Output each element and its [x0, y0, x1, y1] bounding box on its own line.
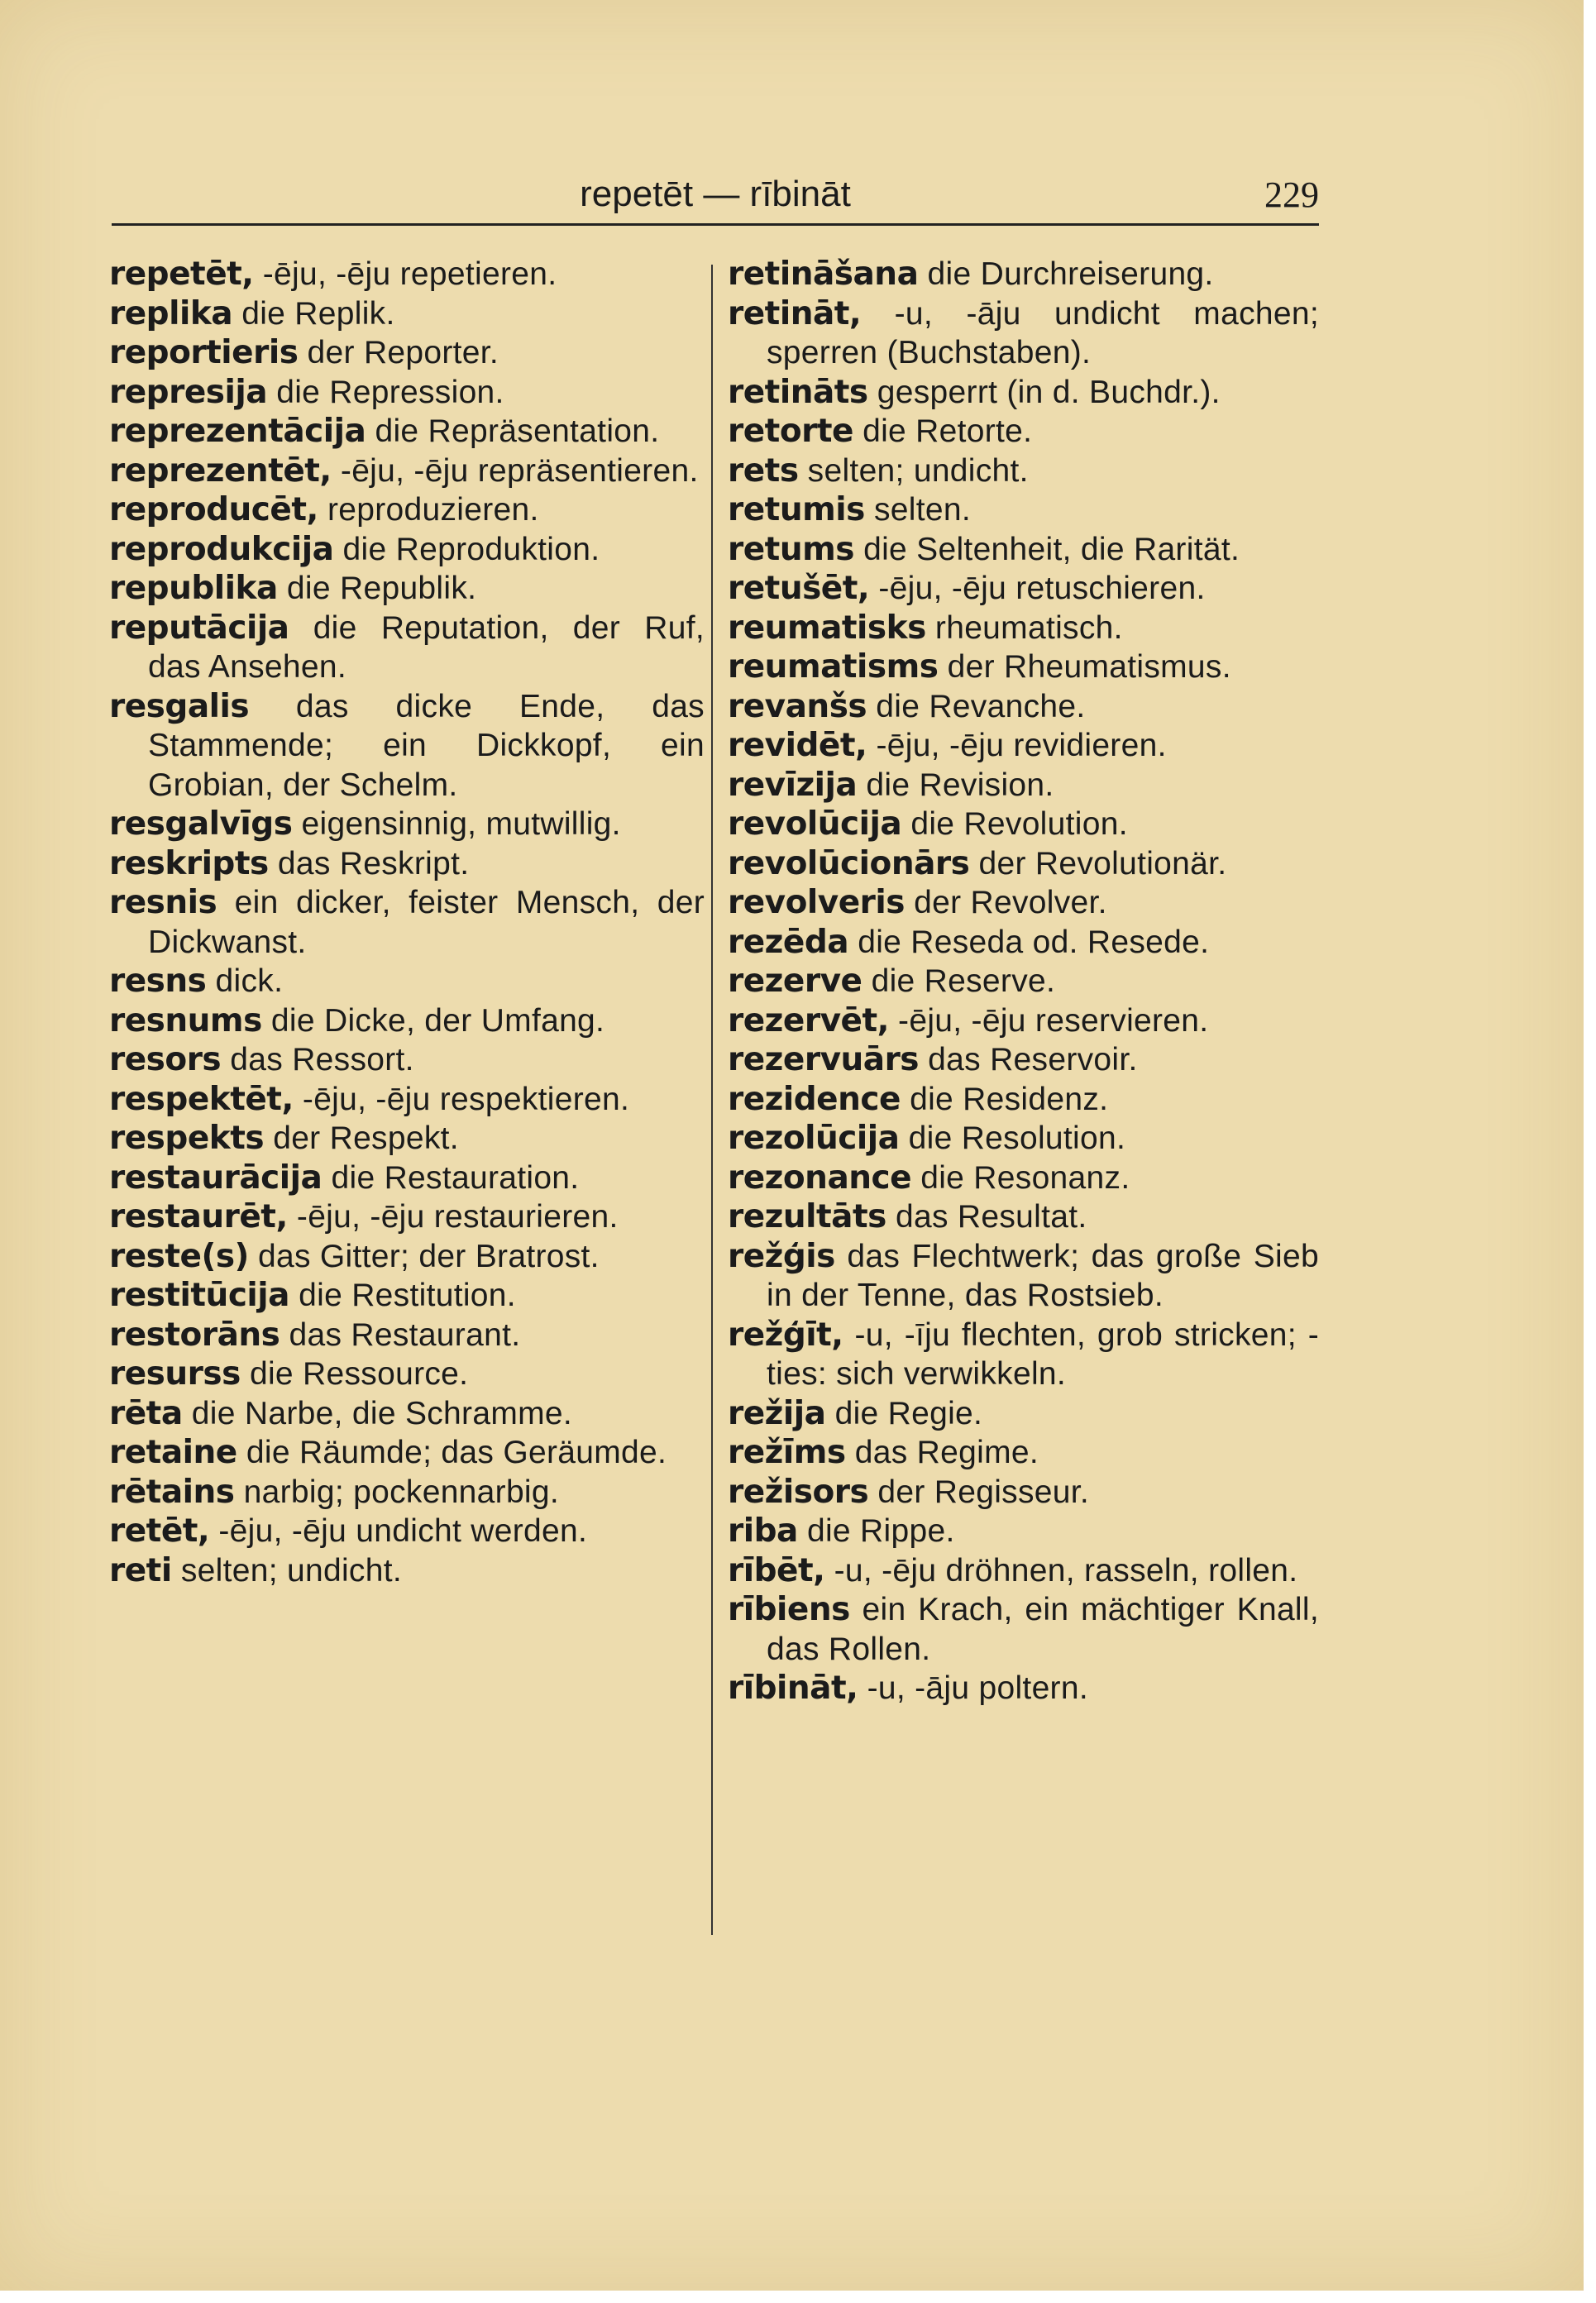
definition: das Restaurant. — [280, 1316, 521, 1353]
headword: restaurēt, — [109, 1198, 288, 1235]
entry — [109, 333, 705, 373]
headword: resnis — [109, 884, 217, 921]
entry — [728, 412, 1319, 452]
entry — [109, 530, 705, 570]
definition: der Reporter. — [298, 335, 499, 370]
entry — [728, 1197, 1319, 1237]
definition: -u, -īju flechten, grob stricken; -ties: sich verwikkeln. — [767, 1316, 1319, 1392]
headword: retušēt, — [728, 570, 870, 607]
headword: rezultāts — [728, 1198, 886, 1235]
definition: die Reputation, der Ruf, das Ansehen. — [148, 609, 705, 685]
definition: die Restitution. — [289, 1278, 516, 1313]
definition: eigensinnig, mutwillig. — [292, 806, 621, 842]
entry — [109, 294, 705, 334]
entry — [109, 1316, 705, 1355]
headword: resns — [109, 963, 207, 1000]
entry — [728, 1551, 1319, 1591]
definition: ein dicker, feister Mensch, der Dickwanst. — [148, 885, 705, 960]
header-title: repetēt — rībināt — [580, 174, 851, 214]
definition: die Reproduktion. — [333, 531, 600, 567]
entry — [728, 1080, 1319, 1120]
definition: die Revision. — [857, 767, 1054, 803]
definition: der Rheumatismus. — [938, 649, 1231, 685]
definition: -ēju, -ēju reservieren. — [888, 1002, 1209, 1039]
entry — [109, 1473, 705, 1512]
definition: reproduzieren. — [318, 492, 539, 528]
headword: resnums — [109, 1001, 262, 1039]
entry — [109, 1551, 705, 1591]
headword: rezonance — [728, 1159, 912, 1197]
headword: reskripts — [109, 844, 269, 882]
entry — [728, 609, 1319, 648]
definition: die Revanche. — [867, 688, 1086, 724]
headword: rībēt, — [728, 1551, 825, 1589]
entry — [728, 1040, 1319, 1080]
entry — [109, 687, 705, 805]
headword: riba — [728, 1512, 798, 1550]
right-column — [728, 255, 1319, 1708]
headword: rezerve — [728, 963, 863, 1000]
definition: das Reskript. — [268, 845, 470, 882]
running-header — [112, 174, 1319, 226]
left-column — [109, 255, 705, 1590]
definition: die Ressource. — [240, 1356, 469, 1392]
entry — [728, 1237, 1319, 1316]
definition: die Seltenheit, die Rarität. — [853, 531, 1240, 567]
entry — [109, 1159, 705, 1198]
definition: die Reserve. — [862, 963, 1056, 999]
headword: retināt, — [728, 294, 862, 332]
headword: reproducēt, — [109, 491, 318, 528]
headword: retēt, — [109, 1512, 210, 1550]
entry — [728, 569, 1319, 609]
headword: rētains — [109, 1473, 235, 1511]
headword: reti — [109, 1551, 172, 1589]
headword: restitūcija — [109, 1277, 289, 1314]
entry — [109, 1080, 705, 1120]
definition: -u, -āju undicht machen; sperren (Buchstaben). — [767, 295, 1319, 370]
entry — [728, 1316, 1319, 1394]
entry — [728, 1473, 1319, 1512]
entry — [109, 569, 705, 609]
entry — [728, 844, 1319, 884]
headword: reprodukcija — [109, 530, 334, 568]
entry — [728, 255, 1319, 294]
definition: -u, -ēju dröhnen, rasseln, rollen. — [824, 1552, 1298, 1589]
entry — [109, 490, 705, 530]
definition: selten; undicht. — [171, 1552, 402, 1589]
entry — [728, 923, 1319, 963]
headword: rets — [728, 452, 799, 490]
page-number: 229 — [1264, 174, 1319, 215]
entry — [728, 1159, 1319, 1198]
entry — [109, 1001, 705, 1041]
entry — [728, 687, 1319, 727]
headword: reportieris — [109, 334, 299, 371]
definition: die Repression. — [267, 374, 504, 410]
entry — [109, 883, 705, 962]
definition: -ēju, -ēju respektieren. — [293, 1081, 630, 1117]
entry — [109, 1512, 705, 1551]
definition: -ēju, -ēju undicht werden. — [209, 1513, 588, 1549]
definition: die Residenz. — [900, 1081, 1109, 1117]
headword: rībiens — [728, 1591, 850, 1628]
headword: revolūcionārs — [728, 844, 970, 882]
definition: rheumatisch. — [925, 609, 1123, 646]
definition: die Resolution. — [899, 1120, 1126, 1156]
entry — [728, 490, 1319, 530]
headword: retorte — [728, 413, 853, 450]
headword: retināts — [728, 373, 868, 411]
column-divider — [711, 265, 713, 1935]
headword: republika — [109, 570, 278, 607]
definition: die Reseda od. Resede. — [848, 924, 1210, 960]
headword: revidēt, — [728, 727, 867, 764]
definition: narbig; pockennarbig. — [234, 1474, 560, 1510]
headword: respektēt, — [109, 1080, 294, 1118]
entry — [109, 1119, 705, 1159]
entry — [728, 1590, 1319, 1669]
headword: režija — [728, 1394, 826, 1432]
entry — [109, 1394, 705, 1434]
entry — [728, 530, 1319, 570]
headword: resgalvīgs — [109, 805, 293, 843]
headword: reumatisms — [728, 648, 939, 686]
definition: -u, -āju poltern. — [858, 1670, 1088, 1706]
headword: respekts — [109, 1120, 265, 1157]
entry — [109, 1355, 705, 1394]
entry — [109, 1276, 705, 1316]
headword: režģis — [728, 1237, 835, 1275]
entry — [109, 844, 705, 884]
headword: revanšs — [728, 687, 867, 725]
headword: restaurācija — [109, 1159, 323, 1197]
headword: režīms — [728, 1434, 846, 1471]
headword: rībināt, — [728, 1670, 858, 1707]
entry — [109, 609, 705, 687]
definition: die Räumde; das Geräumde. — [237, 1435, 667, 1470]
definition: die Replik. — [232, 295, 395, 332]
definition: das Flechtwerk; das große Sieb in der Tenne, das Rostsieb. — [767, 1238, 1319, 1313]
headword: rezēda — [728, 923, 849, 961]
entry — [109, 1197, 705, 1237]
headword: resurss — [109, 1355, 241, 1393]
definition: das Resultat. — [886, 1199, 1087, 1235]
definition: ein Krach, ein mächtiger Knall, das Rollen. — [767, 1592, 1319, 1667]
definition: -ēju, -ēju revidieren. — [867, 728, 1167, 763]
definition: -ēju, -ēju restaurieren. — [287, 1199, 619, 1235]
entry — [109, 412, 705, 452]
entry — [728, 294, 1319, 373]
headword: režisors — [728, 1473, 869, 1511]
headword: resors — [109, 1041, 222, 1078]
definition: der Revolver. — [904, 885, 1107, 920]
definition: das dicke Ende, das Stammende; ein Dickkopf, ein Grobian, der Schelm. — [148, 688, 705, 803]
headword: rezidence — [728, 1080, 901, 1118]
definition: die Dicke, der Umfang. — [261, 1002, 605, 1039]
entry — [728, 1394, 1319, 1434]
definition: der Revolutionär. — [969, 845, 1227, 882]
definition: selten. — [864, 492, 971, 528]
entry — [728, 766, 1319, 805]
definition: die Retorte. — [853, 413, 1033, 449]
entry — [728, 373, 1319, 413]
entry — [109, 805, 705, 844]
headword: revolūcija — [728, 805, 902, 843]
entry — [109, 373, 705, 413]
definition: die Resonanz. — [911, 1159, 1130, 1196]
entry — [728, 452, 1319, 491]
headword: rezolūcija — [728, 1120, 900, 1157]
headword: reputācija — [109, 609, 289, 647]
headword: rezervēt, — [728, 1001, 889, 1039]
entry — [728, 962, 1319, 1001]
headword: resgalis — [109, 687, 250, 725]
entry — [728, 726, 1319, 766]
definition: die Durchreiserung. — [918, 256, 1214, 292]
definition: die Republik. — [277, 571, 477, 606]
headword: revīzija — [728, 766, 858, 804]
entry — [109, 962, 705, 1001]
definition: das Reservoir. — [919, 1042, 1138, 1077]
headword: reste(s) — [109, 1237, 249, 1275]
entry — [728, 1669, 1319, 1708]
headword: retums — [728, 530, 854, 568]
headword: repetēt, — [109, 256, 254, 293]
headword: rēta — [109, 1394, 183, 1432]
definition: die Regie. — [825, 1395, 983, 1431]
definition: die Repräsentation. — [366, 413, 660, 449]
definition: das Gitter; der Bratrost. — [248, 1238, 600, 1274]
definition: selten; undicht. — [798, 452, 1029, 489]
headword: replika — [109, 294, 233, 332]
entry — [109, 452, 705, 491]
definition: -ēju, -ēju repetieren. — [253, 256, 557, 292]
definition: dick. — [206, 963, 284, 999]
headword: reprezentācija — [109, 413, 366, 450]
entry — [109, 1433, 705, 1473]
definition: die Narbe, die Schramme. — [182, 1395, 573, 1431]
headword: revolveris — [728, 884, 905, 921]
definition: das Regime. — [845, 1435, 1039, 1470]
entry — [109, 1040, 705, 1080]
entry — [109, 255, 705, 294]
definition: das Ressort. — [221, 1042, 414, 1077]
entry — [728, 883, 1319, 923]
entry — [728, 647, 1319, 687]
headword: represija — [109, 373, 268, 411]
entry — [728, 805, 1319, 844]
definition: -ēju, -ēju retuschieren. — [869, 571, 1206, 606]
definition: die Revolution. — [901, 806, 1128, 842]
headword: retumis — [728, 491, 865, 528]
entry — [728, 1512, 1319, 1551]
definition: -ēju, -ēju repräsentieren. — [331, 452, 699, 489]
definition: die Restauration. — [322, 1159, 580, 1196]
entry — [109, 1237, 705, 1277]
entry — [728, 1001, 1319, 1041]
definition: der Respekt. — [264, 1120, 459, 1156]
definition: die Rippe. — [797, 1513, 955, 1549]
definition: der Regisseur. — [868, 1474, 1090, 1510]
headword: režģīt, — [728, 1316, 843, 1354]
headword: reumatisks — [728, 609, 926, 647]
headword: rezervuārs — [728, 1041, 920, 1078]
definition: gesperrt (in d. Buchdr.). — [867, 374, 1221, 410]
headword: retaine — [109, 1434, 237, 1471]
headword: retināšana — [728, 256, 919, 293]
headword: reprezentēt, — [109, 452, 332, 490]
entry — [728, 1119, 1319, 1159]
entry — [728, 1433, 1319, 1473]
headword: restorāns — [109, 1316, 280, 1354]
